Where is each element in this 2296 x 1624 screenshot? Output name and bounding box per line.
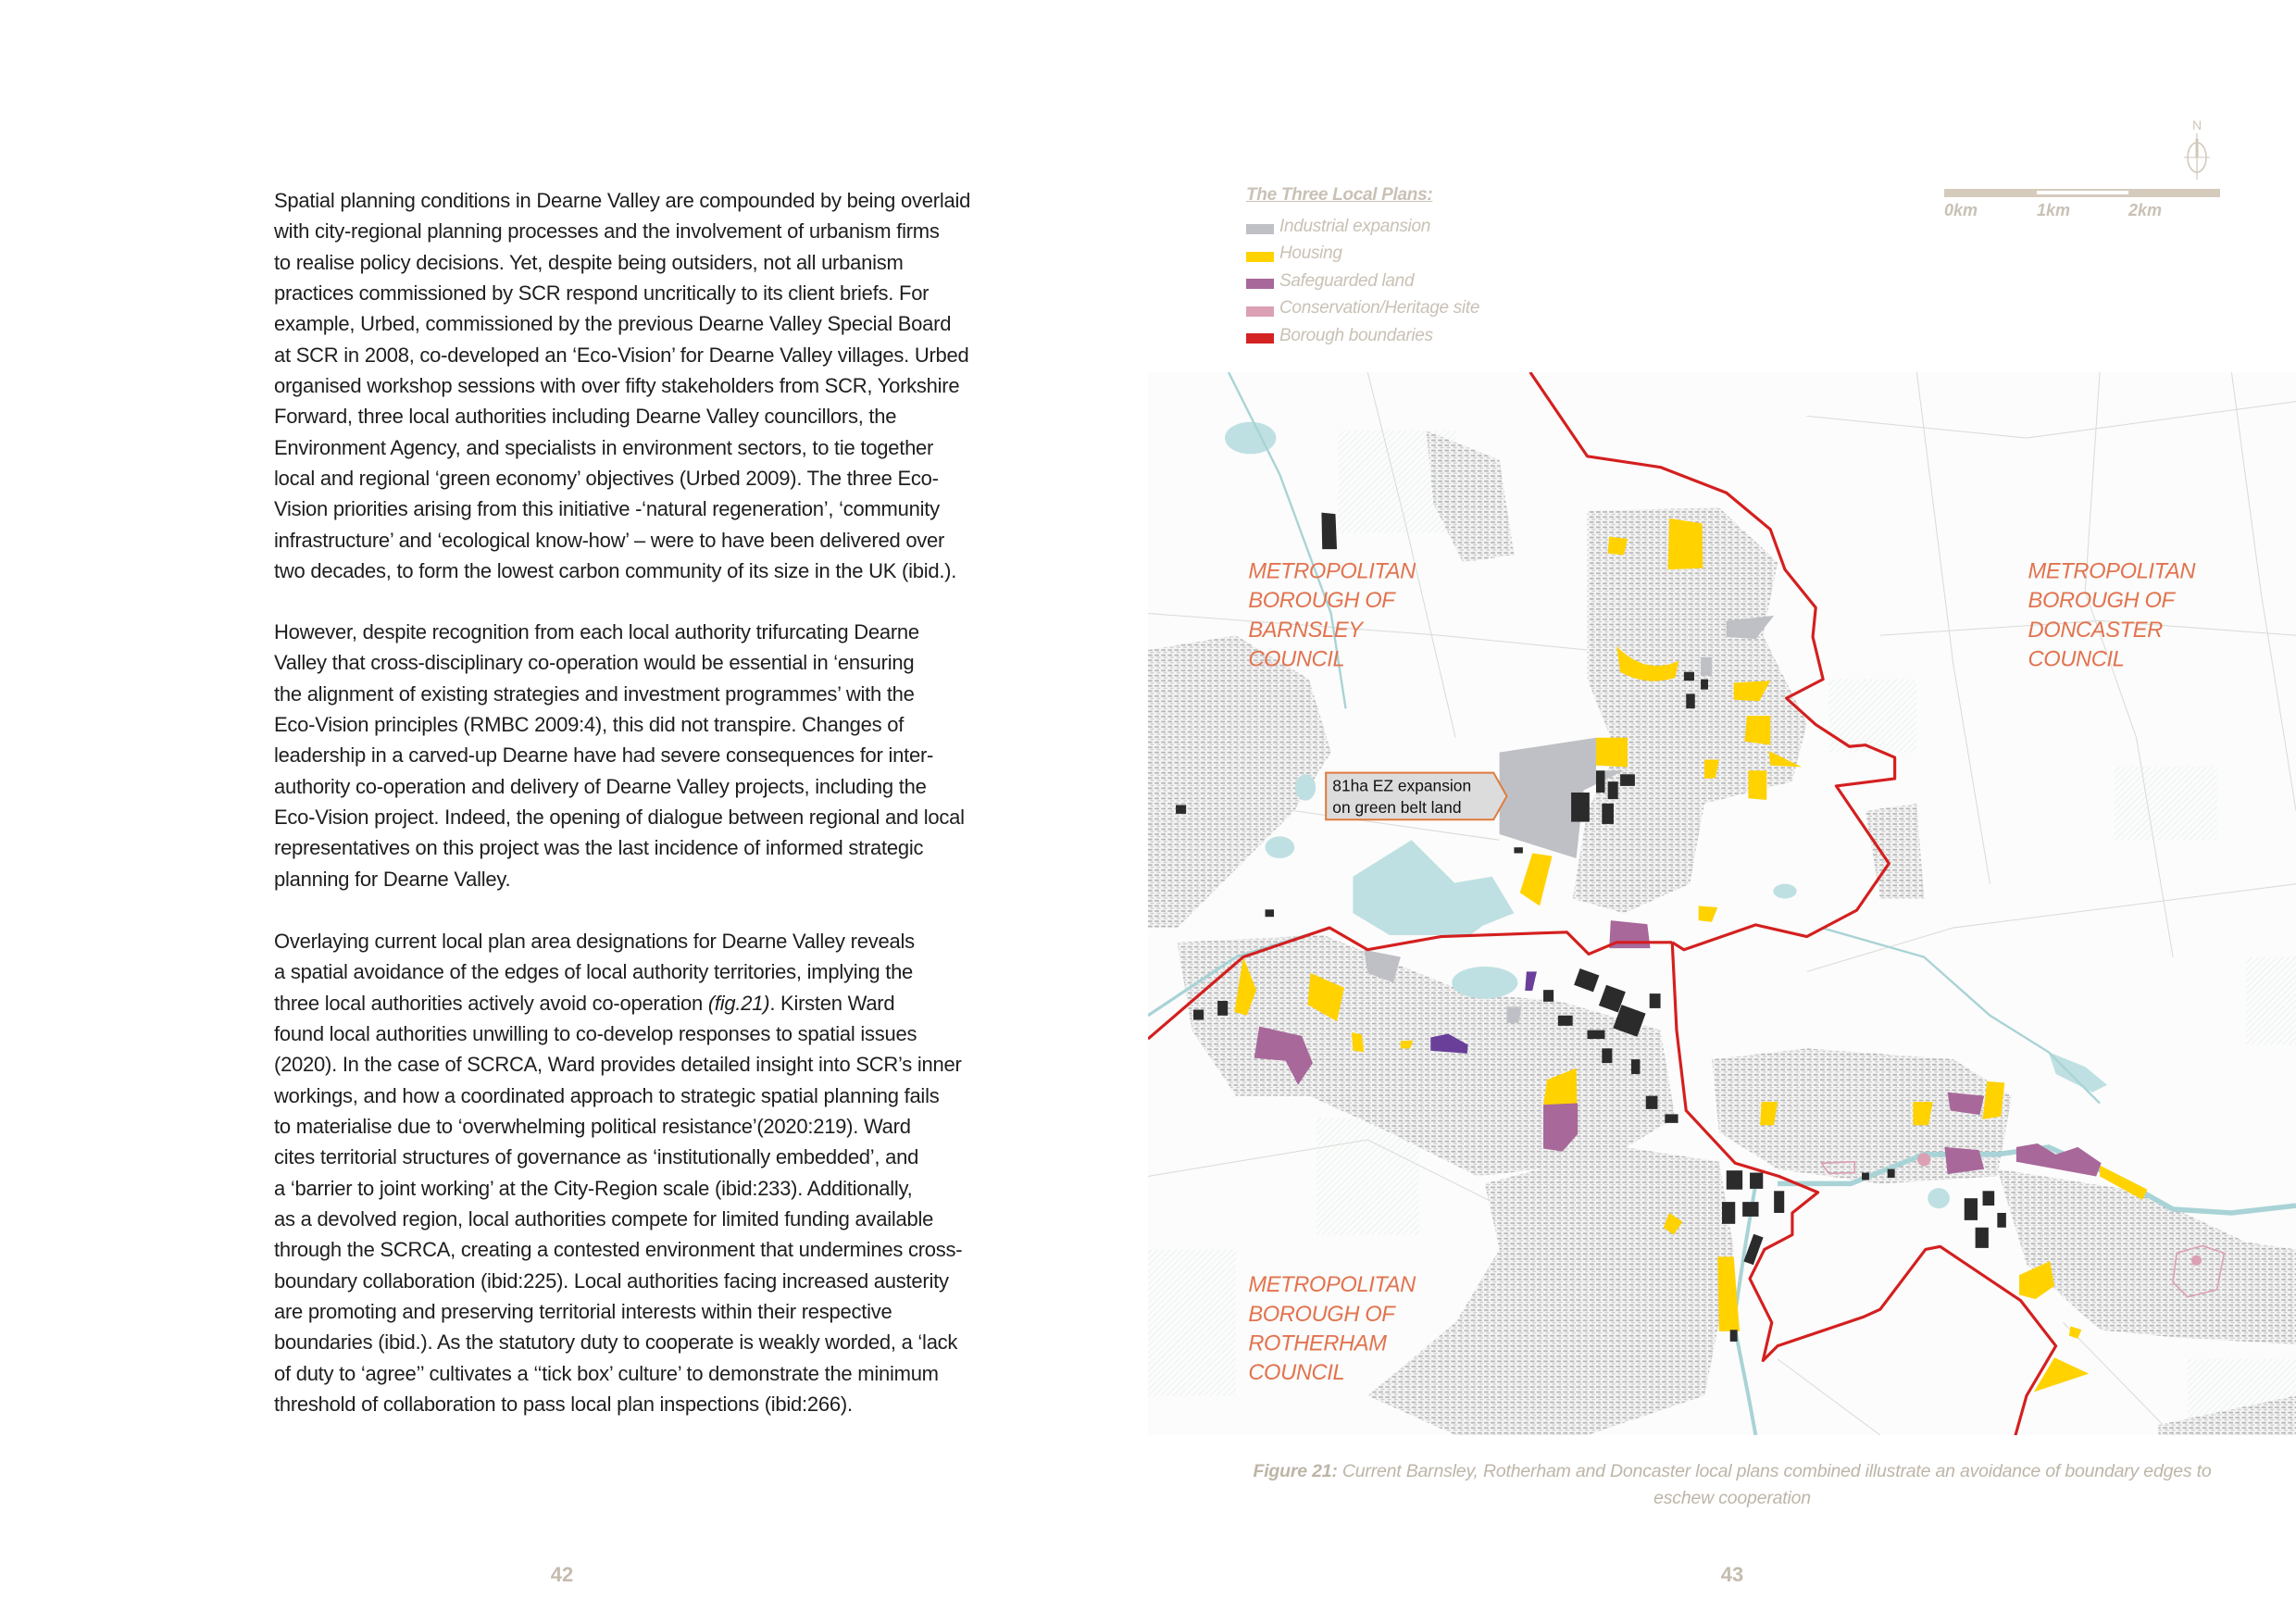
legend-swatch (1246, 279, 1274, 289)
scale-label-2: 2km (2128, 201, 2163, 219)
svg-text:BOROUGH OF: BOROUGH OF (1248, 1302, 1395, 1327)
legend-title: The Three Local Plans: (1246, 185, 1433, 205)
legend-item (1246, 322, 1479, 350)
text-segment: . Kirsten Ward (769, 991, 895, 1015)
scale-label-0: 0km (1944, 201, 1978, 219)
text-line: a spatial avoidance of the edges of local authority territories, implying the (274, 960, 914, 984)
legend-label: Housing (1279, 244, 1342, 264)
legend-swatch (1246, 224, 1274, 234)
local-plans-map (1148, 372, 2296, 1435)
text-line: practices commissioned by SCR respond uncritically to its client briefs. For (274, 281, 930, 306)
ez-expansion-callout (1326, 773, 1506, 820)
text-line: Overlaying current local plan area designations for Dearne Valley reveals (274, 930, 915, 953)
svg-text:METROPOLITAN: METROPOLITAN (2028, 559, 2196, 584)
svg-text:BARNSLEY: BARNSLEY (1248, 618, 1363, 643)
text-line: representatives on this project was the last incidence of informed strategic (274, 836, 924, 860)
text-line: Valley that cross-disciplinary co-operation would be essential in ‘ensuring (274, 651, 915, 675)
text-line: are promoting and preserving territorial interests within their respective (274, 1300, 892, 1324)
text-line: local and regional ‘green economy’ objectives (Urbed 2009). The three Eco- (274, 467, 939, 491)
text-line: cites territorial structures of governance as ‘institutionally embedded’, and (274, 1145, 919, 1169)
text-line: workings, and how a coordinated approach to strategic spatial planning fails (274, 1083, 940, 1107)
text-line: with city-regional planning processes and the involvement of urbanism firms (274, 219, 940, 244)
legend-swatch (1246, 333, 1274, 344)
legend-label: Safeguarded land (1279, 270, 1415, 291)
text-line: as a devolved region, local authorities compete for limited funding available (274, 1207, 934, 1231)
text-line: a ‘barrier to joint working’ at the City-Region scale (ibid:233). Additionally, (274, 1176, 913, 1200)
text-line: at SCR in 2008, co-developed an ‘Eco-Vision’ for Dearne Valley villages. Urbed (274, 343, 969, 367)
scale-bar (1944, 189, 2220, 197)
figure-caption (1241, 1458, 2224, 1512)
text-line: Forward, three local authorities including Dearne Valley councillors, the (274, 405, 897, 429)
text-line: leadership in a carved-up Dearne have had severe consequences for inter- (274, 743, 934, 768)
svg-text:BOROUGH OF: BOROUGH OF (1248, 589, 1395, 614)
text-line: found local authorities unwilling to co-develop responses to spatial issues (274, 1022, 917, 1046)
caption-text: Current Barnsley, Rotherham and Doncaster local plans combined illustrate an avoidance of boundary edges to eschew cooperation (1337, 1461, 2212, 1508)
text-line: Environment Agency, and specialists in environment sectors, to tie together (274, 435, 934, 459)
callout-line-1: 81ha EZ expansion (1332, 776, 1472, 795)
text-line: Vision priorities arising from this initiative -‘natural regeneration’, ‘community (274, 497, 940, 521)
figure-reference: (fig.21) (707, 991, 770, 1015)
text-line: Spatial planning conditions in Dearne Valley are compounded by being overlaid (274, 189, 971, 212)
svg-text:COUNCIL: COUNCIL (1248, 1361, 1345, 1385)
text-line: However, despite recognition from each local authority trifurcating Dearne (274, 620, 919, 643)
text-line: example, Urbed, commissioned by the previous Dearne Valley Special Board (274, 312, 952, 336)
legend-item (1246, 268, 1479, 295)
scale-label-1: 1km (2037, 201, 2071, 219)
svg-text:COUNCIL: COUNCIL (1248, 647, 1345, 672)
legend-swatch (1246, 306, 1274, 317)
figure-number: Figure 21: (1253, 1461, 1338, 1481)
callout-line-2: on green belt land (1332, 798, 1462, 818)
text-line: boundary collaboration (ibid:225). Local authorities facing increased austerity (274, 1268, 949, 1293)
svg-text:ROTHERHAM: ROTHERHAM (1248, 1331, 1387, 1356)
legend-item (1246, 241, 1479, 269)
page-number-left: 42 (550, 1563, 574, 1586)
text-line: planning for Dearne Valley. (274, 867, 511, 891)
north-label: N (2191, 118, 2202, 132)
legend-label: Conservation/Heritage site (1279, 298, 1480, 319)
svg-text:DONCASTER: DONCASTER (2028, 618, 2163, 643)
svg-text:METROPOLITAN: METROPOLITAN (1248, 1273, 1416, 1298)
text-line: authority co-operation and delivery of Dearne Valley projects, including the (274, 774, 927, 798)
body-paragraph-2 (274, 617, 1052, 894)
text-line: organised workshop sessions with over fifty stakeholders from SCR, Yorkshire (274, 374, 960, 398)
text-line: to realise policy decisions. Yet, despite being outsiders, not all urbanism (274, 250, 904, 274)
text-line (274, 988, 1052, 1018)
legend-item (1246, 213, 1479, 241)
north-arrow-icon (2174, 117, 2220, 183)
text-line: threshold of collaboration to pass local plan inspections (ibid:266). (274, 1393, 853, 1417)
legend-swatch (1246, 252, 1274, 262)
text-line: (2020). In the case of SCRCA, Ward provides detailed insight into SCR’s inner (274, 1053, 962, 1077)
body-paragraph-3 (274, 926, 1052, 1420)
text-line: two decades, to form the lowest carbon community of its size in the UK (ibid.). (274, 559, 957, 583)
legend-label: Borough boundaries (1279, 325, 1433, 345)
text-line: boundaries (ibid.). As the statutory duty to cooperate is weakly worded, a ‘lack (274, 1330, 958, 1355)
body-paragraph-1 (274, 185, 1052, 586)
svg-text:METROPOLITAN: METROPOLITAN (1248, 559, 1416, 584)
text-line: of duty to ‘agree’’ cultivates a ‘‘tick box’ culture’ to demonstrate the minimum (274, 1361, 939, 1385)
scale-bar-segment (2037, 191, 2128, 194)
text-line: Eco-Vision project. Indeed, the opening of dialogue between regional and local (274, 806, 965, 830)
svg-text:COUNCIL: COUNCIL (2028, 647, 2125, 672)
text-line: to materialise due to ‘overwhelming political resistance’(2020:219). Ward (274, 1115, 911, 1139)
text-segment: three local authorities actively avoid co-operation (274, 991, 708, 1015)
svg-text:BOROUGH OF: BOROUGH OF (2028, 589, 2175, 614)
map-legend (1246, 185, 1479, 350)
text-line: through the SCRCA, creating a contested environment that undermines cross- (274, 1238, 963, 1262)
legend-item (1246, 295, 1479, 323)
legend-label: Industrial expansion (1279, 216, 1430, 236)
text-line: the alignment of existing strategies and investment programmes’ with the (274, 681, 915, 706)
page-number-right: 43 (1720, 1563, 1744, 1586)
text-line: Eco-Vision principles (RMBC 2009:4), this did not transpire. Changes of (274, 713, 905, 737)
text-line: infrastructure’ and ‘ecological know-how’ – were to have been delivered over (274, 528, 945, 552)
